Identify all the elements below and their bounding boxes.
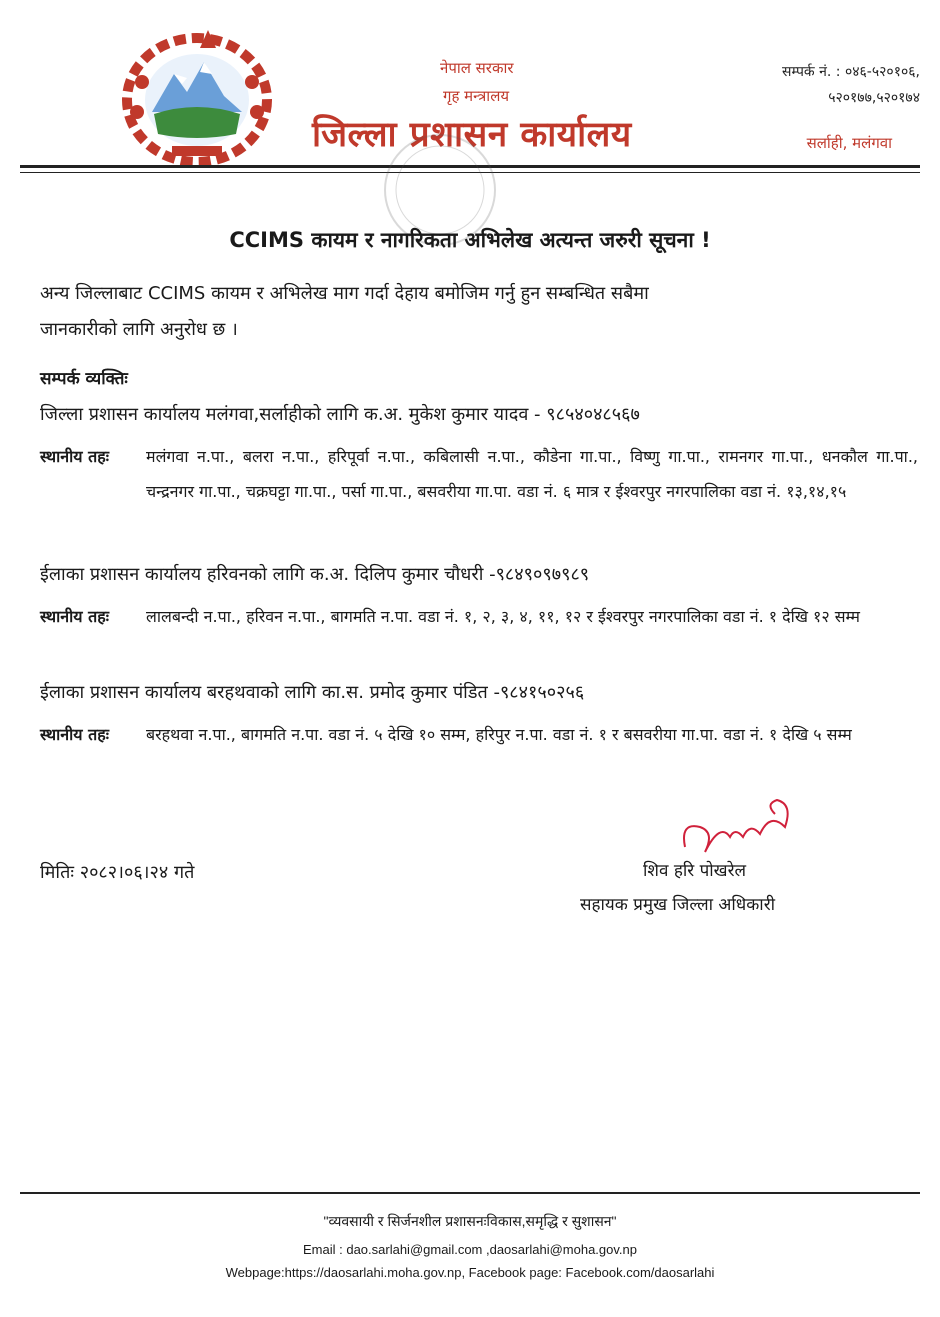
footer-divider <box>20 1192 920 1194</box>
local-levels-text: मलंगवा न.पा., बलरा न.पा., हरिपूर्वा न.पा., कबिलासी न.पा., कौडेना गा.पा., विष्णु गा.पा., रामनगर गा.पा., धनकौल गा.पा., चन्द्रनगर गा.पा., चक्रघट्टा गा.पा., पर्सा गा.पा., बसवरीया गा.पा. वडा नं. ६ मात्र र ईश्वरपुर नगरपालिका वडा नं. १३,१४,१५ <box>146 447 918 501</box>
contacts-heading: सम्पर्क व्यक्तिः <box>40 369 128 389</box>
nepal-emblem-icon <box>112 22 282 172</box>
footer-webpage: Webpage:https://daosarlahi.moha.gov.np, Facebook page: Facebook.com/daosarlahi <box>225 1265 715 1280</box>
notice-title: CCIMS कायम र नागरिकता अभिलेख अत्यन्त जरुरी सूचना ! <box>229 228 711 252</box>
local-levels-block <box>40 717 918 752</box>
footer-email: Email : dao.sarlahi@gmail.com ,daosarlahi@moha.gov.np <box>303 1242 637 1257</box>
local-levels-label: स्थानीय तहः <box>40 725 109 744</box>
signatory-designation: सहायक प्रमुख जिल्ला अधिकारी <box>580 895 776 915</box>
contact-office-line: ईलाका प्रशासन कार्यालय हरिवनको लागि क.अ. दिलिप कुमार चौधरी -९८४९०९७९८९ <box>40 564 590 585</box>
notice-date: मितिः २०८२।०६।२४ गते <box>40 862 195 883</box>
local-levels-label: स्थानीय तहः <box>40 447 109 466</box>
local-levels-text: बरहथवा न.पा., बागमति न.पा. वडा नं. ५ देखि १० सम्म, हरिपुर न.पा. वडा नं. १ र बसवरीया गा.पा. वडा नं. १ देखि ५ सम्म <box>146 725 852 744</box>
local-levels-label: स्थानीय तहः <box>40 607 109 626</box>
signature-icon <box>675 792 805 867</box>
contact-office-line: जिल्ला प्रशासन कार्यालय मलंगवा,सर्लाहीको लागि क.अ. मुकेश कुमार यादव - ९८५४०४८५६७ <box>40 404 640 425</box>
local-levels-block <box>40 599 918 634</box>
intro-line-2: जानकारीको लागि अनुरोध छ । <box>40 319 238 340</box>
intro-line-1: अन्य जिल्लाबाट CCIMS कायम र अभिलेख माग गर्दा देहाय बमोजिम गर्नु हुन सम्बन्धित सबैमा <box>40 283 649 304</box>
contact-number-line2: ५२०१७७,५२०१७४ <box>828 90 920 106</box>
footer-motto: "व्यवसायी र सिर्जनशील प्रशासनःविकास,समृद्धि र सुशासन" <box>323 1213 617 1229</box>
signatory-name: शिव हरि पोखरेल <box>643 861 747 881</box>
contact-office-line: ईलाका प्रशासन कार्यालय बरहथवाको लागि का.स. प्रमोद कुमार पंडित -९८४१५०२५६ <box>40 682 585 703</box>
government-name: नेपाल सरकार <box>440 59 514 77</box>
office-title: जिल्ला प्रशासन कार्यालय <box>312 115 632 155</box>
local-levels-block <box>40 439 918 509</box>
office-location: सर्लाही, मलंगवा <box>806 134 892 152</box>
contact-number-line1: सम्पर्क नं. : ०४६-५२०१०६, <box>782 64 920 80</box>
ministry-name: गृह मन्त्रालय <box>443 87 510 105</box>
local-levels-text: लालबन्दी न.पा., हरिवन न.पा., बागमति न.पा. वडा नं. १, २, ३, ४, ११, १२ र ईश्वरपुर नगरपालिका वडा नं. १ देखि १२ सम्म <box>146 607 860 626</box>
intro-paragraph <box>40 276 916 348</box>
